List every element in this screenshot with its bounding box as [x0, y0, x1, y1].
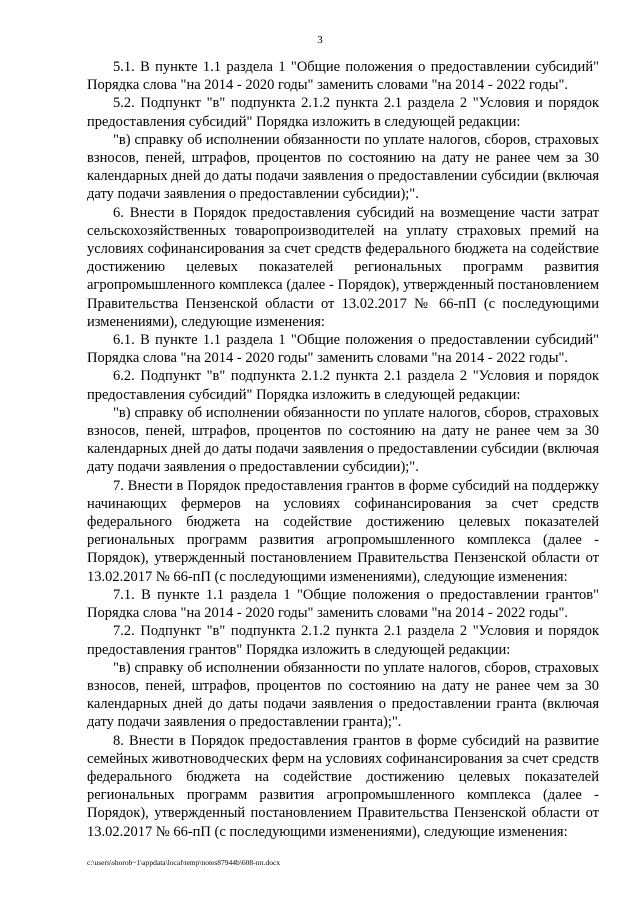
footer-file-path: c:\users\shorob~1\appdata\local\temp\notes87944b\608-пп.docx [87, 858, 281, 867]
paragraph-7-2: 7.2. Подпункт "в" подпункта 2.1.2 пункта 2.1 раздела 2 "Условия и порядок предоставления грантов" Порядка изложить в следующей редакции: [87, 623, 599, 658]
page-number: 3 [317, 34, 323, 46]
paragraph-6-2: 6.2. Подпункт "в" подпункта 2.1.2 пункта 2.1 раздела 2 "Условия и порядок предоставления субсидий" Порядка изложить в следующей редакции: [87, 368, 599, 403]
paragraph-7-1: 7.1. В пункте 1.1 раздела 1 "Общие положения о предоставлении грантов" Порядка слова "на 2014 - 2020 годы" заменить словами "на 2014 - 2022 годы". [87, 586, 599, 622]
paragraph-7-2-text: "в) справку об исполнении обязанности по уплате налогов, сборов, страховых взносов, пеней, штрафов, процентов по состоянию на дату не ранее чем за 30 календарных дней до даты подачи заявления о предоставлении гранта (включая дату подачи заявления о предоставлении гранта);". [87, 659, 599, 731]
paragraph-7: 7. Внести в Порядок предоставления грантов в форме субсидий на поддержку начинающих фермеров на условиях софинансирования за счет средств федерального бюджета на содействие достижению целевых показателей региональных программ развития агропромышленного комплекса (далее - Порядок), утвержденный постановлением Правительства Пензенской области от 13.02.2017 № 66-пП (с последующими изменениями), следующие изменения: [87, 477, 599, 585]
paragraph-6-2-text: "в) справку об исполнении обязанности по уплате налогов, сборов, страховых взносов, пеней, штрафов, процентов по состоянию на дату не ранее чем за 30 календарных дней до даты подачи заявления о предоставлении субсидии (включая дату подачи заявления о предоставлении субсидии);". [87, 404, 599, 476]
paragraph-8: 8. Внести в Порядок предоставления грантов в форме субсидий на развитие семейных животноводческих ферм на условиях софинансирования за счет средств федерального бюджета на содействие достижению целевых показателей региональных программ развития агропромышленного комплекса (далее - Порядок), утвержденный постановлением Правительства Пензенской области от 13.02.2017 № 66-пП (с последующими изменениями), следующие изменения: [87, 732, 599, 840]
paragraph-6-1: 6.1. В пункте 1.1 раздела 1 "Общие положения о предоставлении субсидий" Порядка слова "на 2014 - 2020 годы" заменить словами "на 2014 - 2022 годы". [87, 332, 599, 367]
paragraph-5-2-text: "в) справку об исполнении обязанности по уплате налогов, сборов, страховых взносов, пеней, штрафов, процентов по состоянию на дату не ранее чем за 30 календарных дней до даты подачи заявления о предоставлении субсидии (включая дату подачи заявления о предоставлении субсидии);". [87, 131, 599, 203]
paragraph-6: 6. Внести в Порядок предоставления субсидий на возмещение части затрат сельскохозяйственных товаропроизводителей на уплату страховых премий на условиях софинансирования за счет средств федерального бюджета на содействие достижению целевых показателей региональных программ развития агропромышленного комплекса (далее - Порядок), утвержденный постановлением Правительства Пензенской области от 13.02.2017 № 66-пП (с последующими изменениями), следующие изменения: [87, 204, 599, 330]
document-body [87, 58, 599, 841]
paragraph-5-1: 5.1. В пункте 1.1 раздела 1 "Общие положения о предоставлении субсидий" Порядка слова "на 2014 - 2020 годы" заменить словами "на 2014 - 2022 годы". [87, 59, 599, 94]
paragraph-5-2: 5.2. Подпункт "в" подпункта 2.1.2 пункта 2.1 раздела 2 "Условия и порядок предоставления субсидий" Порядка изложить в следующей редакции: [87, 95, 599, 130]
